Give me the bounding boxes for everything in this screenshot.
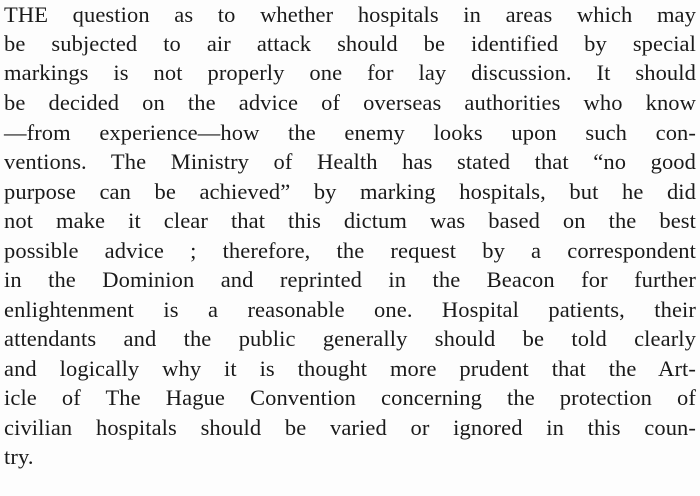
text-line: be subjected to air attack should be identified by special: [4, 31, 696, 56]
text-line: in the Dominion and reprinted in the Beacon for further: [4, 267, 696, 292]
text-line: and logically why it is thought more prudent that the Art-: [4, 356, 696, 381]
text-line: THE question as to whether hospitals in areas which may: [4, 2, 696, 27]
text-line: attendants and the public generally should be told clearly: [4, 326, 696, 351]
text-line: try.: [4, 444, 34, 469]
text-line: icle of The Hague Convention concerning the protection of: [4, 385, 696, 410]
text-line: ventions. The Ministry of Health has stated that “no good: [4, 149, 696, 174]
text-line: be decided on the advice of overseas authorities who know: [4, 90, 696, 115]
text-line: not make it clear that this dictum was based on the best: [4, 208, 696, 233]
text-line: purpose can be achieved” by marking hospitals, but he did: [4, 179, 696, 204]
text-line: civilian hospitals should be varied or ignored in this coun-: [4, 415, 696, 440]
text-line: markings is not properly one for lay discussion. It should: [4, 60, 696, 85]
text-line: possible advice ; therefore, the request by a correspondent: [4, 238, 696, 263]
text-line: enlightenment is a reasonable one. Hospital patients, their: [4, 297, 696, 322]
text-line: —from experience—how the enemy looks upon such con-: [4, 120, 696, 145]
